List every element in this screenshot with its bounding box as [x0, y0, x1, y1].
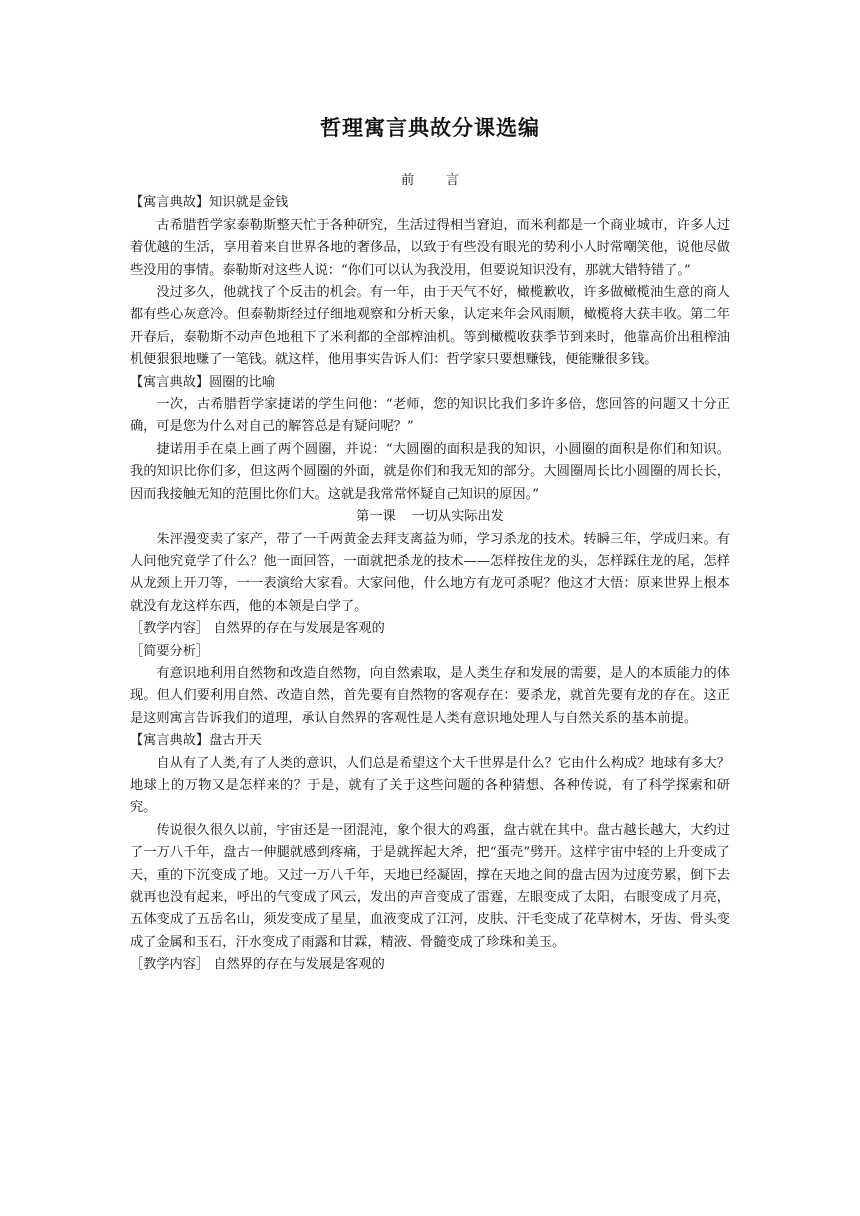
paragraph: 传说很久很久以前，宇宙还是一团混沌，象个很大的鸡蛋，盘古就在其中。盘古越长越大，大约过了一万八千年，盘古一伸腿就感到疼痛，于是就挥起大斧，把“蛋壳”劈开。这样宇宙中轻的上升变成了天，重的下沉变成了地。又过一万八千年，天地已经凝固，撑在天地之间的盘古因为过度劳累，倒下去就再也没有起来，呼出的气变成了风云，发出的声音变成了雷霆，左眼变成了太阳，右眼变成了月亮，五体变成了五岳名山，须发变成了星星，血液变成了江河，皮肤、汗毛变成了花草树木，牙齿、骨头变成了金属和玉石，汗水变成了雨露和甘霖，精液、骨髓变成了珍珠和美玉。	[130, 822, 730, 950]
document-title: 哲理寓言典故分课选编	[320, 116, 540, 140]
lesson-number: 第一课	[356, 509, 396, 525]
teaching-content-label: ［教学内容］ 自然界的存在与发展是客观的	[130, 957, 385, 973]
preface-heading	[130, 170, 730, 192]
story-label: 【寓言典故】知识就是金钱	[130, 195, 289, 211]
paragraph: 捷诺用手在桌上画了两个圆圈，并说：“大圆圈的面积是我的知识，小圆圈的面积是你们和知识。我的知识比你们多，但这两个圆圈的外面，就是你们和我无知的部分。大圆圈周长比小圆圈的周长长，因而我接触无知的范围比你们大。这就是我常常怀疑自己知识的原因。”	[130, 441, 730, 502]
paragraph: 没过多久，他就找了个反击的机会。有一年，由于天气不好，橄榄歉收，许多做橄榄油生意的商人都有些心灰意冷。但泰勒斯经过仔细地观察和分析天象，认定来年会风雨顺，橄榄将大获丰收。第二年开春后，泰勒斯不动声色地租下了米利都的全部榨油机。等到橄榄收获季节到来时，他靠高价出租榨油机便狠狠地赚了一笔钱。就这样，他用事实告诉人们：哲学家只要想赚钱，便能赚很多钱。	[130, 285, 730, 368]
paragraph: 自从有了人类,有了人类的意识，人们总是希望这个大千世界是什么？它由什么构成？地球有多大？地球上的万物又是怎样来的？于是，就有了关于这些问题的各种猜想、各种传说，有了科学探索和研究。	[130, 755, 730, 816]
paragraph: 朱泙漫变卖了家产，带了一千两黄金去拜支离益为师，学习杀龙的技术。转瞬三年，学成归来。有人问他究竟学了什么？他一面回答，一面就把杀龙的技术——怎样按住龙的头，怎样踩住龙的尾，怎样从龙颈上开刀等，一一表演给大家看。大家问他，什么地方有龙可杀呢？他这才大悟：原来世界上根本就没有龙这样东西，他的本领是白学了。	[130, 531, 730, 614]
paragraph: 一次，古希腊哲学家捷诺的学生问他：“老师，您的知识比我们多许多倍，您回答的问题又十分正确，可是您为什么对自己的解答总是有疑问呢？”	[130, 397, 730, 435]
lesson-heading	[130, 506, 730, 528]
story-label: 【寓言典故】盘古开天	[130, 733, 262, 749]
document-body	[130, 170, 730, 977]
brief-analysis-label: ［简要分析］	[130, 643, 210, 659]
preface-heading-right: 言	[445, 173, 460, 188]
story-label: 【寓言典故】圆圈的比喻	[130, 374, 276, 390]
paragraph: 古希腊哲学家泰勒斯整天忙于各种研究，生活过得相当窘迫，而米利都是一个商业城市，许多人过着优越的生活，享用着来自世界各地的奢侈品，以致于有些没有眼光的势利小人时常嘲笑他，说他尽做些没用的事情。泰勒斯对这些人说：“你们可以认为我没用，但要说知识没有，那就大错特错了。”	[130, 217, 730, 278]
teaching-content-label: ［教学内容］ 自然界的存在与发展是客观的	[130, 621, 385, 637]
preface-heading-left: 前	[400, 173, 415, 188]
lesson-title: 一切从实际出发	[411, 509, 504, 525]
paragraph: 有意识地利用自然物和改造自然物，向自然索取，是人类生存和发展的需要，是人的本质能力的体现。但人们要利用自然、改造自然，首先要有自然物的客观存在：要杀龙，就首先要有龙的存在。这正是这则寓言告诉我们的道理，承认自然界的客观性是人类有意识地处理人与自然关系的基本前提。	[130, 665, 730, 726]
